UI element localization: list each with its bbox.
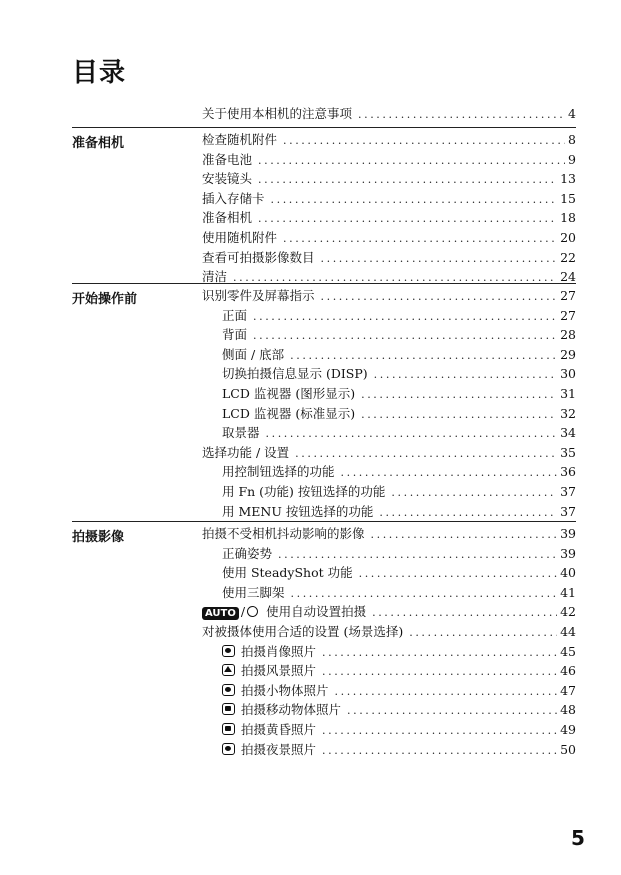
- separator: /: [240, 604, 246, 620]
- portrait-icon: [222, 645, 235, 657]
- toc-subentry[interactable]: [202, 306, 576, 326]
- leader-dots: [322, 724, 557, 737]
- leader-dots: [341, 466, 558, 479]
- leader-dots: [379, 506, 557, 519]
- landscape-icon: [222, 664, 235, 676]
- entry-page: 15: [560, 190, 576, 206]
- leader-dots: [361, 388, 557, 401]
- toc-subentry[interactable]: [202, 325, 576, 345]
- entry-label: 查看可拍摄影像数目: [202, 249, 315, 265]
- toc-subentry[interactable]: [202, 462, 576, 482]
- leader-dots: [372, 606, 557, 619]
- toc-entry[interactable]: [202, 248, 576, 268]
- entry-label: 检查随机附件: [202, 132, 278, 147]
- entry-page: 48: [560, 702, 576, 718]
- entry-page: 40: [560, 565, 576, 581]
- leader-dots: [290, 349, 557, 362]
- entry-label-group: [222, 700, 347, 718]
- entry-label: 使用随机附件: [202, 229, 278, 245]
- entry-label: 侧面 / 底部: [222, 346, 285, 362]
- toc-subentry[interactable]: [202, 345, 576, 365]
- entry-page: 30: [560, 366, 576, 382]
- entry-page: 34: [560, 425, 576, 441]
- macro-icon: [222, 684, 235, 696]
- entry-label: 选择功能 / 设置: [202, 444, 290, 460]
- page-title: 目录: [72, 58, 127, 88]
- entry-page: 31: [560, 385, 576, 401]
- entry-label: 拍摄肖像照片: [241, 643, 317, 659]
- toc-entry[interactable]: [202, 622, 576, 642]
- auto-mode-icon: AUTO: [202, 607, 239, 620]
- entry-label: 切换拍摄信息显示 (DISP): [222, 366, 368, 382]
- toc-subentry[interactable]: [202, 720, 576, 740]
- entry-label: 取景器: [222, 425, 260, 441]
- toc-section-shooting: [72, 521, 576, 757]
- entry-label: 使用三脚架: [222, 584, 285, 600]
- leader-dots: [391, 486, 557, 499]
- toc-subentry[interactable]: [202, 544, 576, 564]
- leader-dots: [335, 685, 558, 698]
- entry-page: 28: [560, 327, 576, 343]
- entry-page: 45: [560, 643, 576, 659]
- toc-section-before-operation: [72, 283, 576, 519]
- leader-dots: [359, 567, 557, 580]
- leader-dots: [253, 310, 557, 323]
- toc-subentry[interactable]: [202, 404, 576, 424]
- leader-dots: [271, 193, 558, 206]
- leader-dots: [295, 447, 557, 460]
- section-heading: 准备相机: [72, 136, 125, 151]
- toc-subentry[interactable]: [202, 642, 576, 662]
- toc-subentry[interactable]: [202, 384, 576, 404]
- entry-page: 32: [560, 405, 576, 421]
- toc-subentry[interactable]: [202, 482, 576, 502]
- entry-label: 准备相机: [202, 210, 253, 226]
- entry-label-group: [222, 681, 335, 699]
- leader-dots: [409, 626, 557, 639]
- entry-page: 9: [568, 151, 576, 167]
- toc-entry[interactable]: [202, 228, 576, 248]
- entry-page: 27: [560, 288, 576, 303]
- entry-page: 37: [560, 483, 576, 499]
- leader-dots: [374, 368, 557, 381]
- entry-page: 41: [560, 584, 576, 600]
- entry-label: 用控制钮选择的功能: [222, 464, 335, 480]
- entry-label: 插入存储卡: [202, 190, 265, 206]
- entry-label-group: [222, 642, 322, 660]
- toc-entry[interactable]: [202, 443, 576, 463]
- toc-entry[interactable]: [202, 104, 576, 124]
- entry-page: 46: [560, 663, 576, 679]
- entry-label: 关于使用本相机的注意事项: [202, 106, 353, 121]
- entry-page: 27: [560, 307, 576, 323]
- entry-page: 35: [560, 444, 576, 460]
- entry-label: LCD 监视器 (标准显示): [222, 405, 356, 421]
- entry-page: 20: [560, 229, 576, 245]
- leader-dots: [322, 646, 557, 659]
- entry-page: 22: [560, 249, 576, 265]
- entry-page: 29: [560, 346, 576, 362]
- entry-page: 13: [560, 171, 576, 187]
- leader-dots: [322, 665, 557, 678]
- entry-label: 拍摄小物体照片: [241, 682, 329, 698]
- leader-dots: [266, 427, 558, 440]
- leader-dots: [258, 173, 557, 186]
- entry-page: 39: [560, 545, 576, 561]
- leader-dots: [321, 252, 558, 265]
- entry-page: 50: [560, 741, 576, 757]
- leader-dots: [278, 548, 557, 561]
- entry-page: 47: [560, 682, 576, 698]
- toc-entry[interactable]: [202, 286, 576, 306]
- leader-dots: [358, 108, 565, 121]
- leader-dots: [322, 744, 557, 757]
- entry-page: 37: [560, 503, 576, 519]
- toc-subentry[interactable]: [202, 740, 576, 760]
- entry-label-group: [222, 740, 322, 758]
- entry-label: 拍摄不受相机抖动影响的影像: [202, 526, 365, 541]
- entry-label-group: [222, 661, 322, 679]
- entry-label: 清洁: [202, 269, 228, 285]
- entry-page: 24: [560, 269, 576, 285]
- toc-subentry[interactable]: [202, 661, 576, 681]
- entry-label-group: [202, 602, 372, 620]
- entry-page: 44: [560, 623, 576, 639]
- entry-label: 用 Fn (功能) 按钮选择的功能: [222, 483, 386, 499]
- entry-label: 用 MENU 按钮选择的功能: [222, 503, 374, 519]
- entry-label: 对被摄体使用合适的设置 (场景选择): [202, 623, 404, 639]
- toc-subentry[interactable]: [202, 563, 576, 583]
- entry-label: 拍摄夜景照片: [241, 741, 317, 757]
- leader-dots: [291, 587, 558, 600]
- entry-label-group: [222, 720, 322, 738]
- toc-entry[interactable]: [202, 150, 576, 170]
- toc-subentry[interactable]: [202, 583, 576, 603]
- sports-icon: [222, 703, 235, 715]
- leader-dots: [283, 232, 557, 245]
- entry-label: 拍摄风景照片: [241, 663, 317, 679]
- entry-page: 8: [568, 132, 576, 147]
- leader-dots: [258, 154, 565, 167]
- entry-label: 拍摄移动物体照片: [241, 702, 342, 718]
- leader-dots: [371, 528, 558, 541]
- toc-entry[interactable]: [202, 169, 576, 189]
- entry-label: 安装镜头: [202, 171, 253, 187]
- leader-dots: [321, 290, 558, 303]
- sunset-icon: [222, 723, 235, 735]
- entry-label: 拍摄黄昏照片: [241, 721, 317, 737]
- entry-label: 使用 SteadyShot 功能: [222, 565, 353, 581]
- entry-label: 正确姿势: [222, 545, 273, 561]
- entry-page: 39: [560, 526, 576, 541]
- entry-label: 使用自动设置拍摄: [266, 604, 367, 620]
- toc-subentry[interactable]: [202, 700, 576, 720]
- section-heading: 开始操作前: [72, 292, 138, 307]
- leader-dots: [361, 408, 557, 421]
- entry-page: 36: [560, 464, 576, 480]
- toc-section-prepare: [72, 127, 576, 285]
- entry-page: 4: [568, 106, 576, 121]
- toc-subentry[interactable]: [202, 681, 576, 701]
- toc-entry[interactable]: [202, 208, 576, 228]
- toc-subentry[interactable]: [202, 502, 576, 522]
- leader-dots: [283, 134, 565, 147]
- flash-off-icon: [247, 606, 258, 617]
- toc-subentry[interactable]: [202, 364, 576, 384]
- leader-dots: [253, 329, 557, 342]
- entry-page: 42: [560, 604, 576, 620]
- toc-subentry[interactable]: [202, 423, 576, 443]
- toc-entry[interactable]: [202, 189, 576, 209]
- leader-dots: [258, 212, 557, 225]
- entry-label: 准备电池: [202, 151, 253, 167]
- toc-entry[interactable]: [202, 524, 576, 544]
- entry-page: 18: [560, 210, 576, 226]
- night-portrait-icon: [222, 743, 235, 755]
- toc-entry[interactable]: [202, 130, 576, 150]
- toc-entry[interactable]: [202, 602, 576, 622]
- entry-label: LCD 监视器 (图形显示): [222, 385, 356, 401]
- entry-label: 正面: [222, 307, 248, 323]
- section-heading: 拍摄影像: [72, 530, 125, 545]
- page-number: 5: [571, 826, 585, 850]
- leader-dots: [347, 704, 557, 717]
- entry-label: 识别零件及屏幕指示: [202, 288, 315, 303]
- entry-label: 背面: [222, 327, 248, 343]
- entry-page: 49: [560, 721, 576, 737]
